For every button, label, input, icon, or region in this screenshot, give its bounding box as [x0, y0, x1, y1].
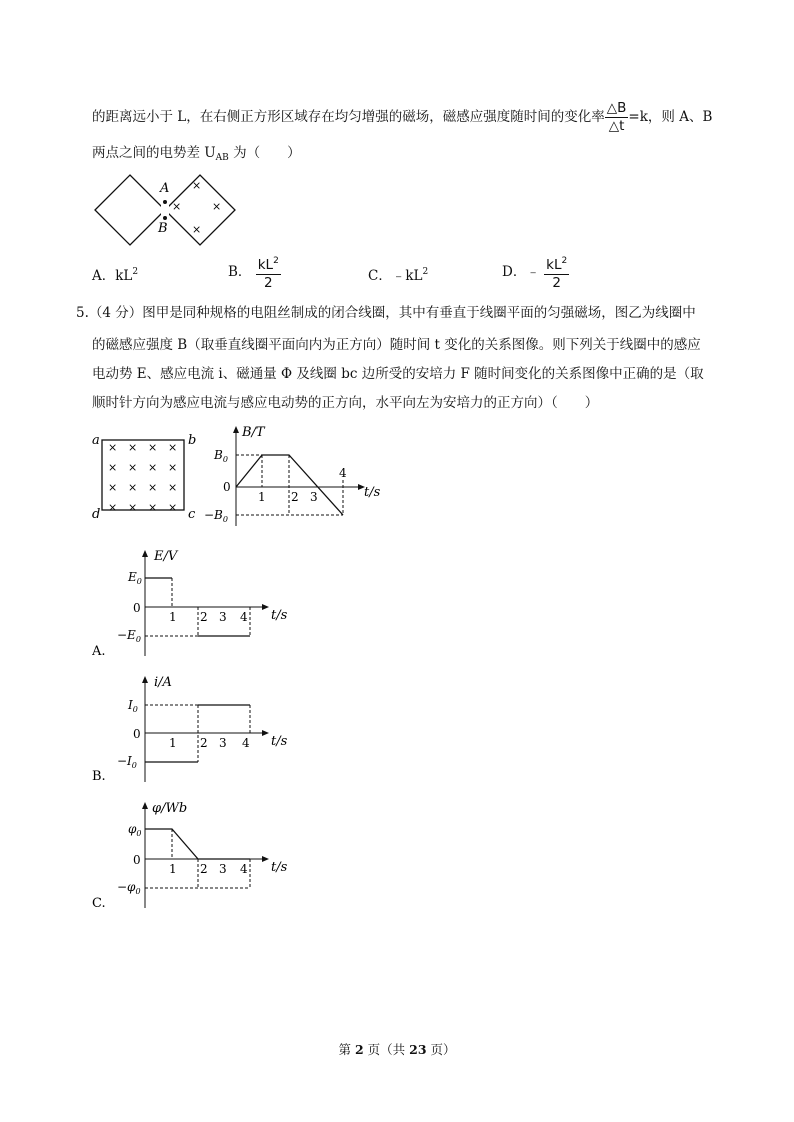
- zero: 0: [223, 480, 231, 494]
- y-arrow: [142, 802, 148, 809]
- frac-num: △B: [606, 100, 627, 116]
- x-label: t/s: [271, 860, 288, 875]
- cross: ×: [108, 481, 118, 494]
- tick-4: 4: [240, 610, 248, 624]
- q4-option-d[interactable]: [502, 253, 569, 292]
- cross: ×: [172, 200, 182, 213]
- ypos-sub: 0: [132, 705, 138, 714]
- q5-option-a-graph[interactable]: [92, 544, 312, 660]
- crosses: [108, 441, 177, 514]
- sup: 2: [132, 267, 139, 277]
- yneg-sub: 0: [135, 635, 141, 644]
- ypos-text: I: [128, 698, 133, 712]
- cross: ×: [212, 200, 222, 213]
- q5-line1: 5.（4 分）图甲是同种规格的电阻丝制成的闭合线圈，其中有垂直于线圈平面的匀强磁场，图乙为线圈中: [76, 305, 696, 321]
- q5-coil-figure: [88, 428, 203, 525]
- q4-option-c[interactable]: [368, 262, 428, 286]
- corner-a: a: [92, 433, 100, 448]
- zero: 0: [133, 853, 141, 867]
- num: kL: [546, 257, 562, 273]
- y-label: [153, 549, 179, 564]
- footer-mid: 页（共: [363, 1042, 410, 1057]
- ylabel: B/T: [242, 425, 265, 440]
- opt-a-val: kL: [115, 268, 133, 284]
- yneg-text: −B: [204, 508, 223, 522]
- ypos-sub: 0: [136, 829, 142, 838]
- point-a: [163, 200, 167, 204]
- point-b: [163, 216, 167, 220]
- q4-figure: [92, 170, 242, 250]
- tick-1: 1: [258, 490, 266, 504]
- y-neg: [117, 754, 137, 770]
- sup: 2: [561, 256, 568, 266]
- footer-pre: 第: [338, 1042, 355, 1057]
- y-pos: [127, 570, 142, 586]
- q4-line2: [92, 143, 301, 168]
- cross: ×: [168, 441, 178, 454]
- x-arrow: [262, 604, 269, 610]
- q5-b-graph: [200, 420, 400, 530]
- cross: ×: [148, 441, 158, 454]
- q5-line2: 的磁感应强度 B（取垂直线圈平面向内为正方向）随时间 t 变化的关系图像。则下列关于线圈中的感应: [92, 337, 701, 353]
- yneg-text: −I: [117, 754, 132, 768]
- corner-c: c: [188, 507, 196, 522]
- ylabel: i/A: [154, 675, 172, 690]
- frac-den: △t: [608, 118, 625, 134]
- q4-option-b[interactable]: [228, 253, 281, 292]
- tick-2: 2: [200, 862, 208, 876]
- option-label: B.: [92, 769, 106, 784]
- opt-b-fraction: [256, 253, 281, 292]
- y-neg: [117, 628, 141, 644]
- x-arrow: [262, 730, 269, 736]
- label-a: A: [160, 181, 170, 196]
- q4-line2-text: 两点之间的电势差 U: [92, 145, 216, 161]
- y-pos: [128, 822, 142, 838]
- y-neg: [204, 508, 228, 524]
- q4-line1-tail: =k，则 A、B: [628, 109, 713, 125]
- num: kL: [257, 257, 274, 273]
- frac-den: 2: [263, 275, 273, 291]
- opt-c-val: ﹣kL: [391, 268, 423, 284]
- footer-post: 页）: [426, 1042, 456, 1057]
- opt-a-label: A．: [92, 268, 116, 284]
- tick-2: 2: [200, 736, 208, 750]
- cross: ×: [148, 481, 158, 494]
- q5-option-c-graph[interactable]: [92, 796, 312, 912]
- cross: ×: [128, 501, 138, 514]
- cross: ×: [168, 481, 178, 494]
- y-arrow: [142, 676, 148, 683]
- x-label: t/s: [271, 608, 288, 623]
- yneg-text: −φ: [117, 880, 136, 894]
- sup: 2: [422, 267, 429, 277]
- page-footer: [0, 1040, 794, 1058]
- option-label: A.: [92, 644, 106, 659]
- cross: ×: [148, 461, 158, 474]
- q4-line1: [92, 100, 712, 135]
- tick-2: 2: [200, 610, 208, 624]
- x-label: t/s: [364, 485, 381, 500]
- y-label: [152, 801, 187, 816]
- cross: ×: [108, 441, 118, 454]
- opt-d-fraction: [544, 253, 569, 292]
- left-square: [95, 175, 165, 245]
- opt-c-label: C．: [368, 268, 392, 284]
- cross: ×: [128, 481, 138, 494]
- cross: ×: [108, 501, 118, 514]
- y-arrow: [142, 550, 148, 557]
- y-pos: [127, 698, 138, 714]
- opt-d-label: D．: [502, 264, 527, 280]
- tick-3: 3: [310, 490, 318, 504]
- sign: ﹣: [526, 264, 540, 280]
- ypos-sub: 0: [136, 577, 142, 586]
- tick-3: 3: [219, 862, 227, 876]
- footer-total: 23: [409, 1042, 427, 1057]
- footer-page: 2: [354, 1042, 364, 1057]
- ypos-text: E: [128, 570, 137, 584]
- ypos-sub: 0: [222, 455, 228, 464]
- cross: ×: [148, 501, 158, 514]
- q5-line3: 电动势 E、感应电流 i、磁通量 Φ 及线圈 bc 边所受的安培力 F 随时间变化的关系图像中正确的是（取: [92, 366, 704, 382]
- tick-4: 4: [242, 736, 250, 750]
- q4-line1-text: 的距离远小于 L，在右侧正方形区域存在均匀增强的磁场，磁感应强度随时间的变化率: [92, 109, 605, 125]
- ypos-text: φ: [128, 822, 137, 836]
- zero: 0: [133, 601, 141, 615]
- tick-1: 1: [169, 610, 177, 624]
- y-label: [154, 675, 172, 690]
- cross: ×: [192, 179, 202, 192]
- frac-num: [256, 253, 281, 275]
- yneg-sub: 0: [222, 515, 228, 524]
- phi-curve: [145, 829, 250, 859]
- label-b: B: [158, 221, 168, 236]
- tick-2: 2: [291, 490, 299, 504]
- y-arrow: [233, 426, 239, 433]
- yneg-sub: 0: [131, 761, 137, 770]
- tick-4: 4: [240, 862, 248, 876]
- q4-option-a[interactable]: [92, 262, 138, 286]
- tick-1: 1: [169, 736, 177, 750]
- yneg-text: −E: [117, 628, 136, 642]
- q5-line4: 顺时针方向为感应电流与感应电动势的正方向，水平向左为安培力的正方向）（ ）: [92, 395, 599, 411]
- corner-b: b: [188, 433, 197, 448]
- yneg-sub: 0: [135, 887, 141, 896]
- x-label: t/s: [271, 734, 288, 749]
- opt-b-label: B．: [228, 264, 252, 280]
- tick-1: 1: [169, 862, 177, 876]
- q4-rate-fraction: [605, 100, 629, 135]
- cross: ×: [168, 501, 178, 514]
- cross: ×: [192, 223, 202, 236]
- tick-4: 4: [339, 466, 347, 480]
- corner-d: d: [92, 507, 101, 522]
- cross: ×: [108, 461, 118, 474]
- frac-num: [544, 253, 569, 275]
- x-arrow: [262, 856, 269, 862]
- tick-3: 3: [219, 736, 227, 750]
- cross: ×: [168, 461, 178, 474]
- tick-3: 3: [219, 610, 227, 624]
- q4-line2-tail: 为（ ）: [228, 145, 301, 161]
- frac-den: 2: [552, 275, 561, 291]
- cross: ×: [128, 441, 138, 454]
- option-label: C.: [92, 896, 106, 911]
- y-pos: [213, 448, 228, 464]
- ypos-text: B: [214, 448, 223, 462]
- ylabel: φ/Wb: [152, 801, 188, 816]
- y-label: [241, 425, 266, 440]
- sup: 2: [273, 256, 279, 266]
- ylabel: E/V: [154, 549, 178, 564]
- zero: 0: [133, 727, 141, 741]
- q5-option-b-graph[interactable]: [92, 670, 312, 786]
- cross: ×: [128, 461, 138, 474]
- q4-line2-sub: AB: [215, 153, 229, 163]
- y-neg: [117, 880, 141, 896]
